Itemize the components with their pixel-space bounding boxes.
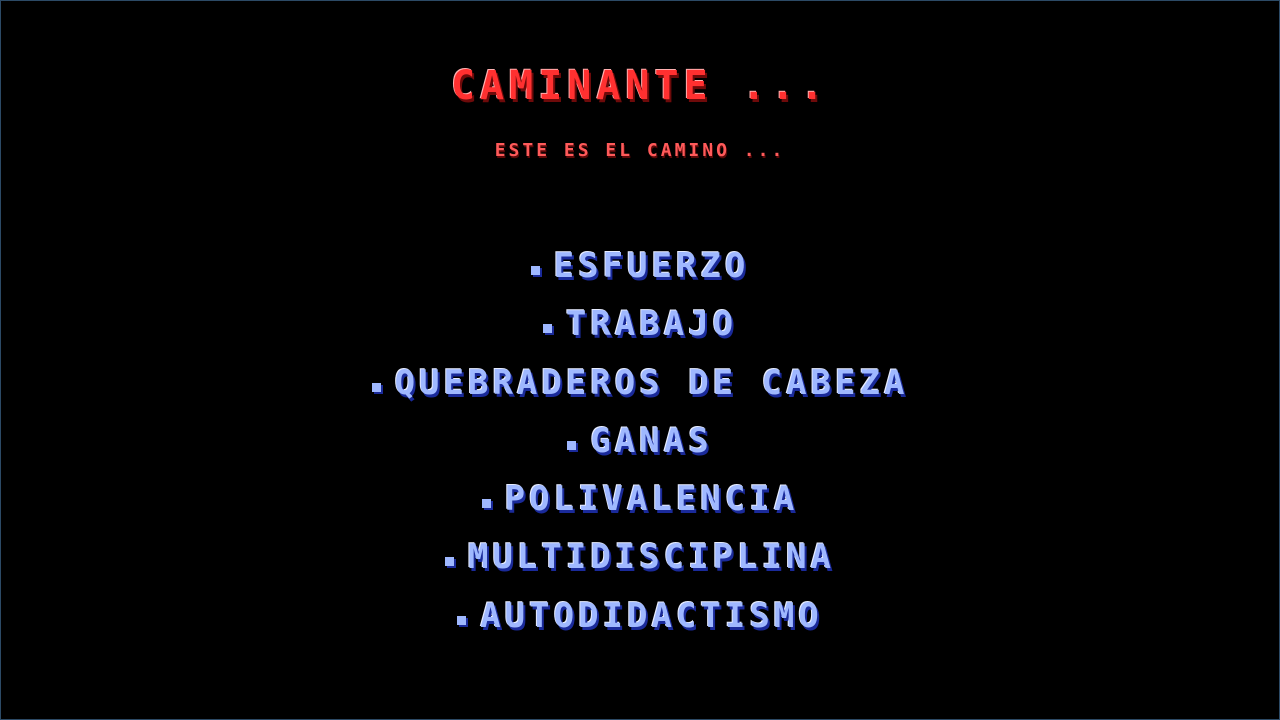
list-item-label: TRABAJO [565,304,738,345]
list-item [0,535,1280,593]
bullet-dot-icon [457,616,466,625]
list-item-label: QUEBRADEROS DE CABEZA [394,362,909,403]
list-item [0,477,1280,535]
bullet-dot-icon [567,441,576,450]
list-item [0,361,1280,419]
list-item-label: POLIVALENCIA [504,479,799,520]
bullet-dot-icon [445,557,454,566]
list-item-label: AUTODIDACTISMO [480,595,823,636]
list-item [0,419,1280,477]
list-item [0,244,1280,302]
title-caminante: CAMINANTE ... [450,63,830,109]
qualities-list [0,244,1280,652]
list-item-label: MULTIDISCIPLINA [467,537,836,578]
list-item-label: GANAS [590,420,713,461]
list-item [0,302,1280,360]
bullet-dot-icon [372,383,381,392]
subtitle-camino: ESTE ES EL CAMINO ... [494,140,786,161]
list-item-label: ESFUERZO [553,246,750,286]
bullet-dot-icon [482,499,491,508]
bullet-dot-icon [543,324,552,333]
bullet-dot-icon [531,266,540,275]
list-item [0,594,1280,652]
